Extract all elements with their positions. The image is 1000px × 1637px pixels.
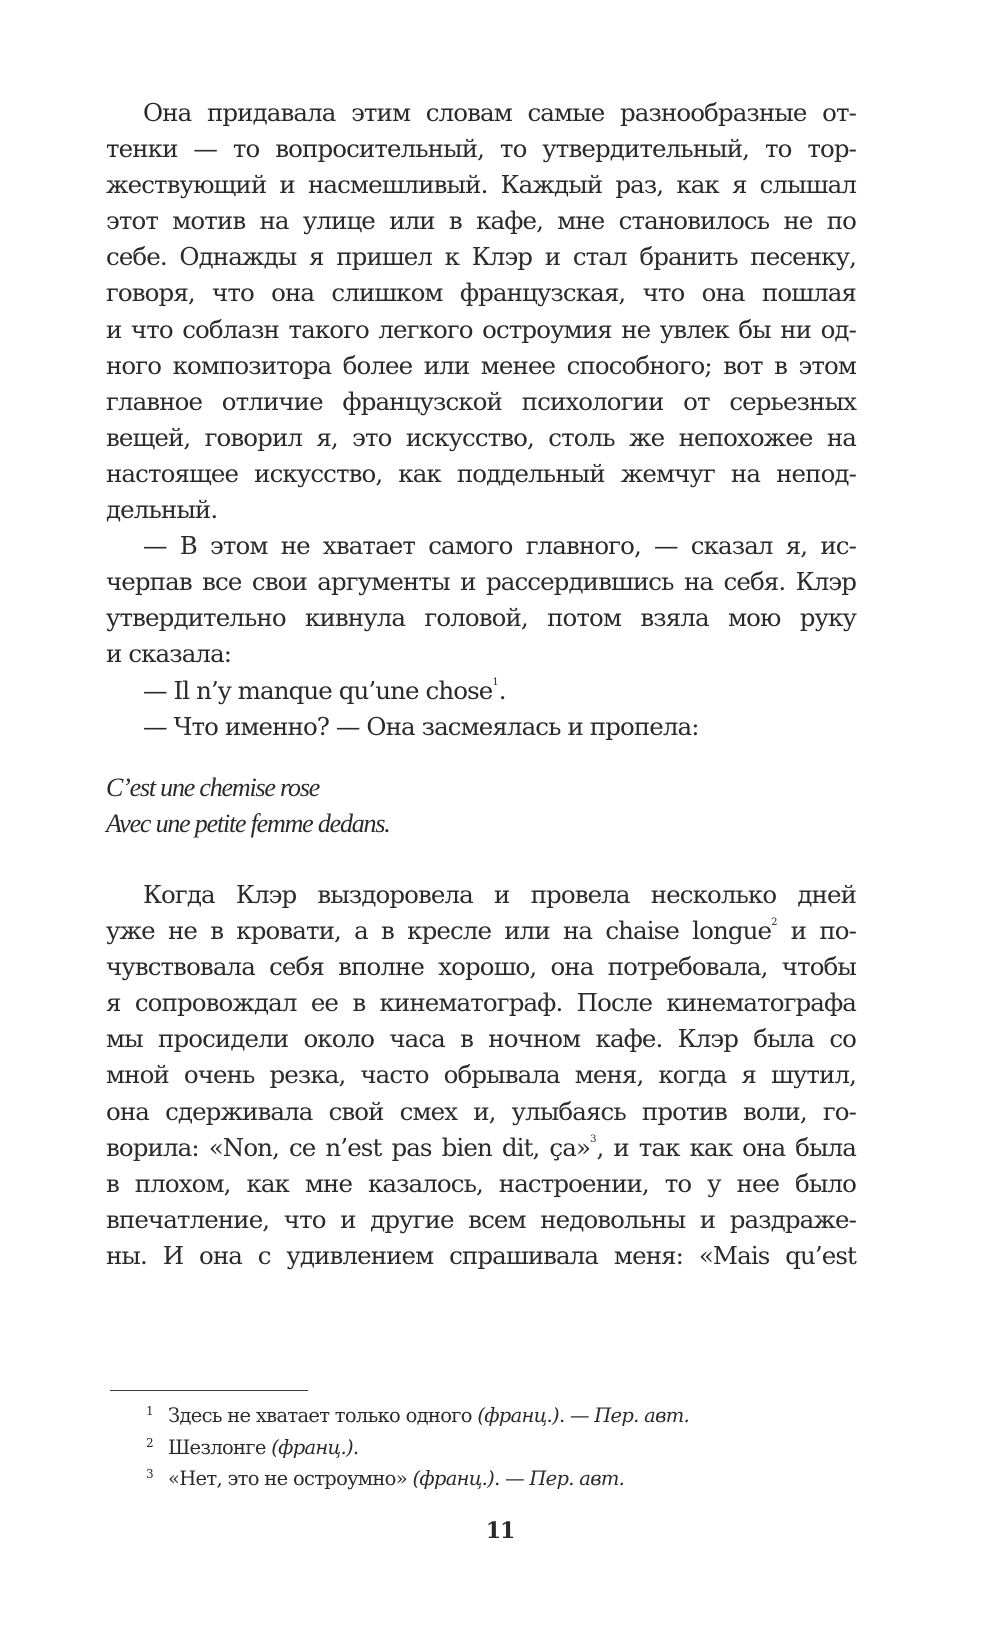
body-text-block-2 bbox=[106, 877, 856, 1274]
text-line bbox=[106, 1202, 856, 1238]
line-text-after: , и так как она была bbox=[596, 1132, 857, 1162]
line-text: мной очень резка, часто обрывала меня, когда я шутил, bbox=[106, 1060, 856, 1090]
text-line bbox=[106, 636, 856, 672]
text-line bbox=[106, 131, 856, 167]
line-text: и что соблазн такого легкого остроумия не увлек бы ни од- bbox=[106, 314, 856, 344]
line-text: утвердительно кивнула головой, потом взяла мою руку bbox=[106, 603, 856, 633]
line-text: ворила: «Non, ce n’est pas bien dit, ça» bbox=[106, 1132, 591, 1162]
text-line bbox=[106, 420, 856, 456]
line-text: ны. И она с удивлением спрашивала меня: «Mais qu’est bbox=[106, 1240, 856, 1270]
footnote-text: Здесь не хватает только одного bbox=[168, 1404, 478, 1427]
footnote-marker[interactable]: 2 bbox=[771, 917, 778, 929]
footnote: 3 «Нет, это не остроумно» (франц.). — Пер. авт. bbox=[146, 1467, 625, 1490]
footnote-marker[interactable]: 1 bbox=[492, 676, 499, 688]
text-line bbox=[106, 949, 856, 985]
footnote-lang: (франц.) bbox=[271, 1435, 353, 1459]
footnote: 1 Здесь не хватает только одного (франц.). — Пер. авт. bbox=[146, 1404, 690, 1427]
verse-line: Avec une petite femme dedans. bbox=[106, 809, 390, 839]
line-text-after: . bbox=[498, 675, 506, 705]
line-text: главное отличие французской психологии от серьезных bbox=[106, 386, 856, 416]
line-text: говоря, что она слишком французская, что она пошлая bbox=[106, 278, 856, 308]
text-line bbox=[106, 384, 856, 420]
text-line bbox=[106, 673, 856, 709]
text-line bbox=[106, 492, 856, 528]
text-line bbox=[106, 275, 856, 311]
text-line bbox=[106, 167, 856, 203]
footnote-marker[interactable]: 3 bbox=[590, 1133, 597, 1145]
line-text: — Что именно? — Она засмеялась и пропела: bbox=[143, 711, 699, 741]
text-line bbox=[106, 95, 856, 131]
footnote-attribution: Пер. авт. bbox=[594, 1404, 690, 1427]
text-line bbox=[106, 1166, 856, 1202]
body-text-block-1 bbox=[106, 95, 856, 745]
verse-line: C’est une chemise rose bbox=[106, 773, 320, 802]
line-text: жествующий и насмешливый. Каждый раз, как я слышал bbox=[106, 170, 856, 200]
line-text: чувствовала себя вполне хорошо, она потребовала, чтобы bbox=[106, 952, 856, 982]
footnote: 2 Шезлонге (франц.). bbox=[146, 1435, 359, 1459]
text-line bbox=[106, 1021, 856, 1057]
line-text: и сказала: bbox=[106, 639, 232, 669]
line-text: этот мотив на улице или в кафе, мне становилось не по bbox=[106, 206, 856, 236]
text-line bbox=[106, 600, 856, 636]
verse-block bbox=[106, 770, 390, 842]
line-text: я сопровождал ее в кинематограф. После кинематографа bbox=[106, 988, 856, 1018]
footnote-separator: . — bbox=[558, 1404, 595, 1427]
line-text: — Il n’y manque qu’une chose bbox=[143, 675, 493, 705]
line-text: настоящее искусство, как поддельный жемчуг на непод- bbox=[106, 458, 856, 488]
footnote-separator: . — bbox=[494, 1467, 530, 1490]
line-text: Она придавала этим словам самые разнообразные от- bbox=[143, 98, 856, 127]
line-text: она сдерживала свой смех и, улыбаясь против воли, го- bbox=[106, 1096, 856, 1126]
line-text: Когда Клэр выздоровела и провела несколько дней bbox=[143, 880, 856, 909]
line-text: впечатление, что и другие всем недовольны и раздраже- bbox=[106, 1204, 856, 1234]
text-line bbox=[106, 877, 856, 913]
line-text: ного композитора более или менее способного; вот в этом bbox=[106, 350, 856, 380]
text-line bbox=[106, 528, 856, 564]
line-text: тенки — то вопросительный, то утвердительный, то тор- bbox=[106, 134, 856, 164]
footnote-separator: . bbox=[352, 1435, 359, 1459]
footnote-lang: (франц.) bbox=[477, 1404, 559, 1427]
page-number: 11 bbox=[485, 1518, 515, 1544]
line-text: уже не в кровати, а в кресле или на chaise longue bbox=[106, 916, 772, 946]
line-text: в плохом, как мне казалось, настроении, то у нее было bbox=[106, 1168, 856, 1198]
line-text: дельный. bbox=[106, 495, 218, 525]
text-line bbox=[106, 1057, 856, 1093]
footnote-divider bbox=[110, 1390, 308, 1391]
footnotes bbox=[146, 1400, 689, 1495]
text-line bbox=[106, 312, 856, 348]
line-text: — В этом не хватает самого главного, — сказал я, ис- bbox=[143, 531, 856, 561]
text-line bbox=[106, 456, 856, 492]
text-line bbox=[106, 1094, 856, 1130]
text-line bbox=[106, 1130, 856, 1166]
line-text-after: и по- bbox=[777, 916, 856, 946]
line-text: мы просидели около часа в ночном кафе. Клэр была со bbox=[106, 1024, 856, 1054]
footnote-attribution: Пер. авт. bbox=[529, 1467, 625, 1490]
footnote-text: «Нет, это не остроумно» bbox=[168, 1467, 413, 1490]
text-line bbox=[106, 203, 856, 239]
line-text: себе. Однажды я пришел к Клэр и стал бранить песенку, bbox=[106, 242, 856, 272]
line-text: черпав все свои аргументы и рассердившись на себя. Клэр bbox=[106, 567, 856, 597]
text-line bbox=[106, 239, 856, 275]
footnote-text: Шезлонге bbox=[168, 1435, 272, 1459]
footnote-lang: (франц.) bbox=[412, 1467, 495, 1490]
text-line bbox=[106, 348, 856, 384]
line-text: вещей, говорил я, это искусство, столь же непохожее на bbox=[106, 422, 856, 452]
text-line bbox=[106, 564, 856, 600]
text-line bbox=[106, 913, 856, 949]
text-line bbox=[106, 709, 856, 745]
text-line bbox=[106, 985, 856, 1021]
text-line bbox=[106, 1238, 856, 1274]
